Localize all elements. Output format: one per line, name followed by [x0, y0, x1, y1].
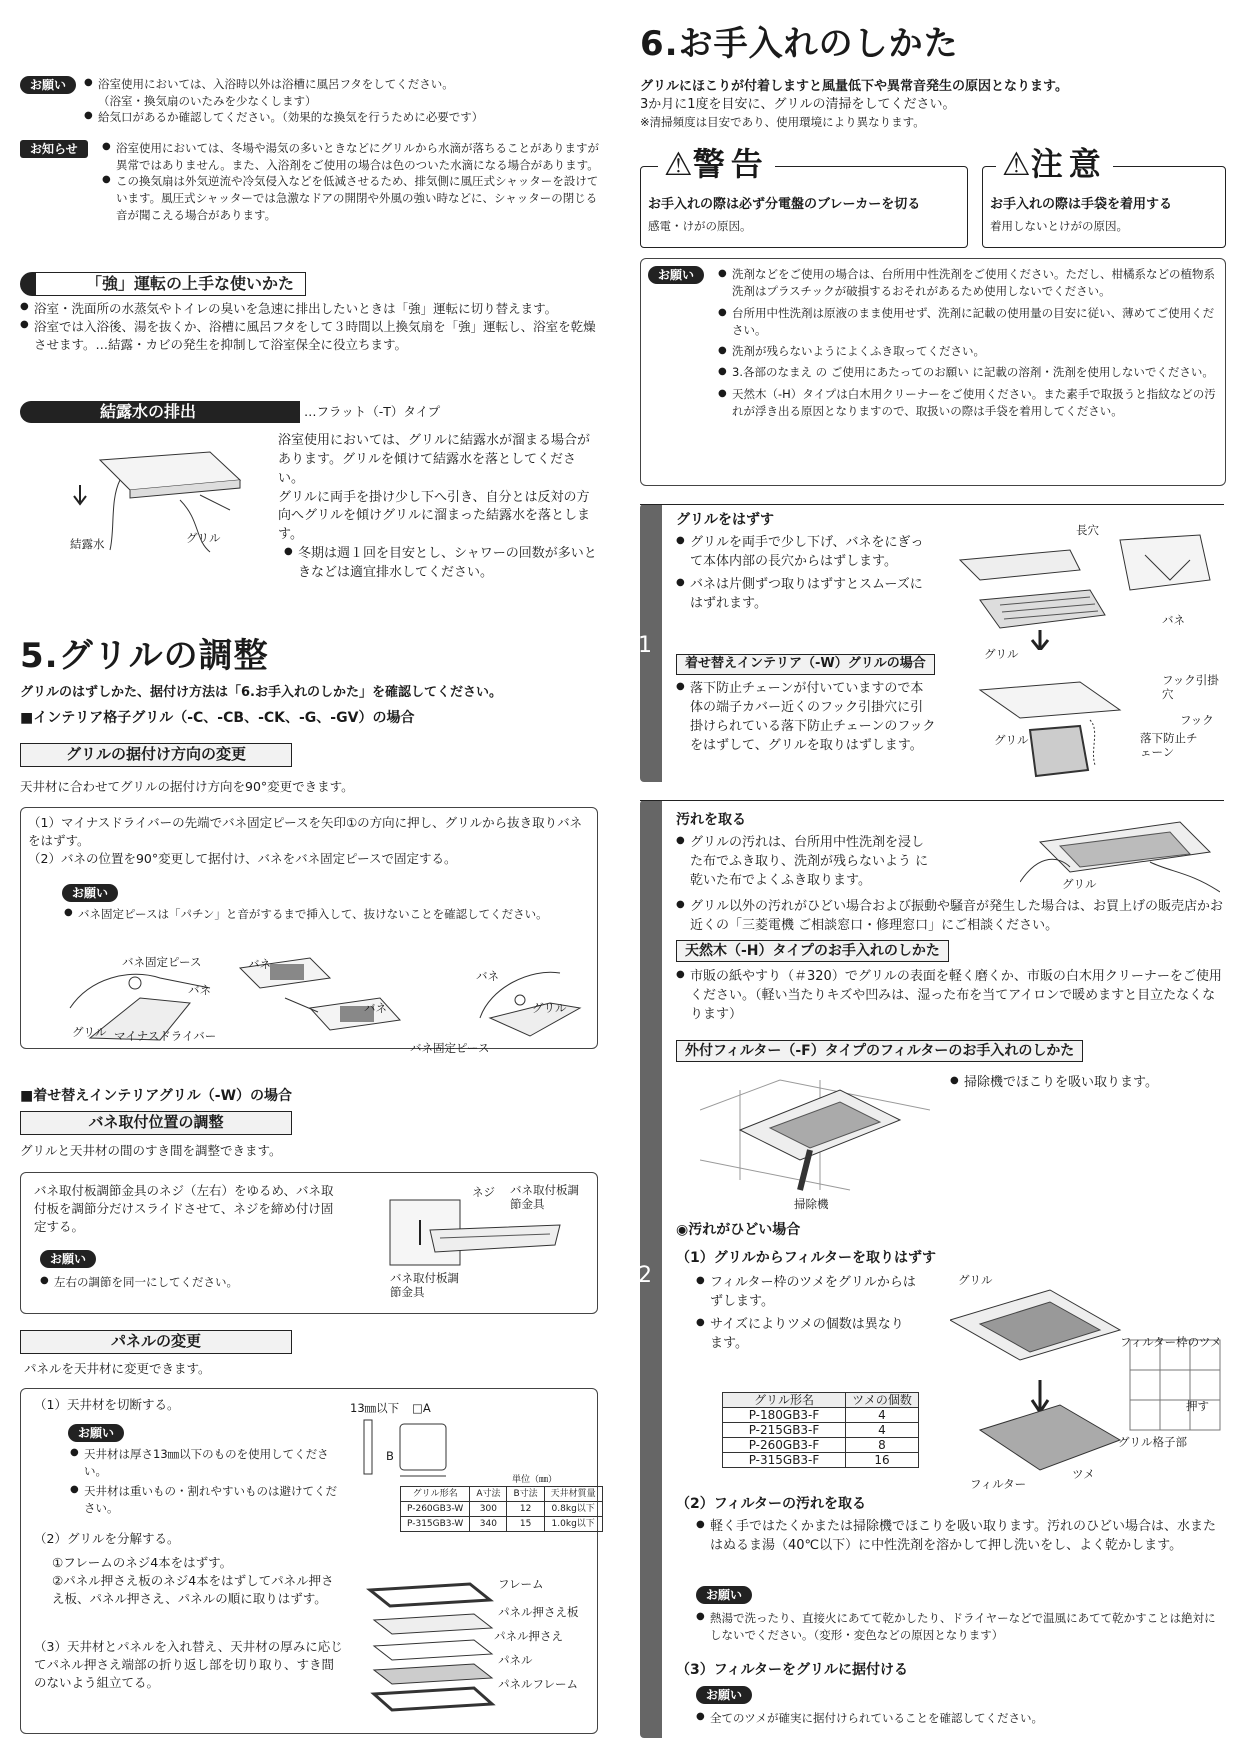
label-panel-plate: パネル押さえ板 [498, 1605, 579, 1619]
label-screw: ネジ [472, 1185, 495, 1199]
condensation-bar: 結露水の排出 [20, 401, 300, 423]
right-column [640, 0, 1225, 1754]
strong-text: ● 浴室・洗面所の水蒸気やトイレの臭いを急速に排出したいときは「強」運転に切り替えます。 ● 浴室では入浴後、湯を抜くか、浴槽に風呂フタをして３時間以上換気扇を「強」運転し、浴室を乾燥させます。…結露・カビの発生を抑制して浴室保全に役立ちます。 [20, 300, 600, 354]
panel-exploded-illustration [360, 1570, 500, 1720]
dim-a: □A [412, 1401, 431, 1415]
label-spring-3: バネ [364, 1001, 387, 1015]
panel-notice-label: お願い [68, 1424, 124, 1442]
label-claw-frame: フィルター枠のツメ [1120, 1335, 1222, 1349]
warning-heading: ⚠警告 [658, 146, 775, 182]
step2-divider [640, 800, 1224, 801]
step2-tab: 2 [640, 800, 662, 1738]
warning-triangle-icon: ⚠ [664, 145, 693, 183]
spring-text: グリルと天井材の間のすき間を調整できます。 [20, 1143, 282, 1158]
dirt-item-1: ● グリルの汚れは、台所用中性洗剤を浸した布でふき取り、洗剤が残らないよう に乾いた布でよくふき取ります。 [676, 834, 936, 891]
label-hook: フック [1180, 713, 1214, 727]
label-grill-dirt: グリル [1062, 877, 1097, 891]
interior-heading: ■インテリア格子グリル（-C、-CB、-CK、-G、-GV）の場合 [20, 710, 415, 726]
panel-text: パネルを天井材に変更できます。 [24, 1361, 211, 1376]
remove-grill-illustration [940, 520, 1220, 650]
label-vacuum: 掃除機 [794, 1197, 829, 1211]
label-chain: 落下防止チェーン [1140, 731, 1198, 759]
caution-triangle-icon: ⚠ [1002, 145, 1031, 183]
caution-heading: ⚠注意 [996, 146, 1113, 182]
dim-b: B [386, 1449, 394, 1463]
section6-lead2: 3か月に1度を目安に、グリルの清掃をしてください。 [640, 97, 956, 112]
label-grill-3: グリル [532, 1001, 567, 1015]
vacuum-illustration [700, 1070, 930, 1200]
heavy-items: ● フィルター枠のツメをグリルからはずします。 ● サイズによりツメの個数は異なります。 [696, 1274, 916, 1353]
label-water: 結露水 [70, 537, 105, 551]
spring-notice: ● 左右の調節を同一にしてください。 [40, 1274, 238, 1291]
label-grill-f: グリル [958, 1273, 993, 1287]
label-panel-frame: パネルフレーム [498, 1677, 579, 1691]
heavy-notice-label: お願い [696, 1586, 752, 1604]
spring-title: バネ取付位置の調整 [20, 1111, 292, 1135]
left-column [20, 0, 605, 1754]
section5-lead: グリルのはずしかた、据付け方法は「6.お手入れのしかた」を確認してください。 [20, 685, 502, 700]
section6-lead3: ※清掃頻度は目安であり、使用環境により異なります。 [640, 115, 925, 129]
step1-tab: 1 [640, 504, 662, 782]
label-spring-plate-2: バネ取付板調節金具 [390, 1271, 459, 1299]
label-grill: グリル [186, 531, 221, 545]
spring-notice-label: お願い [40, 1250, 96, 1268]
dim-table: グリル形名 A寸法 B寸法 天井材質量 P-260GB3-W 300 12 0.8kg以下 P-315GB3-W 340 15 1.0kg以下 [400, 1486, 603, 1532]
label-push: 押す [1186, 1399, 1209, 1413]
dress-title: 着せ替えインテリア（-W）グリルの場合 [676, 654, 935, 675]
filter-item: ● 掃除機でほこりを吸い取ります。 [950, 1074, 1158, 1093]
label-lattice: グリル格子部 [1118, 1435, 1187, 1449]
label-spring-plate: バネ取付板調節金具 [510, 1183, 579, 1211]
label-grill-2: グリル [72, 1025, 107, 1039]
wood-title: 天然木（-H）タイプのお手入れのしかた [676, 940, 949, 962]
dirt-title: 汚れを取る [676, 812, 746, 828]
info-label: お知らせ [20, 140, 88, 158]
label-spring-4: バネ [476, 969, 499, 983]
heavy-step3-label: お願い [696, 1686, 752, 1704]
label-frame: フレーム [498, 1577, 544, 1591]
wood-item: ● 市販の紙やすり（＃320）でグリルの表面を軽く磨くか、市販の白木用クリーナーをご使用ください。（軽い当たりキズや凹みは、湿った布を当てアイロンで暖めますと目立たなくなります） [676, 968, 1224, 1025]
heavy-step1: （1）グリルからフィルターを取りはずす [676, 1250, 937, 1266]
claw-table: グリル形名 ツメの個数 P-180GB3-F 4 P-215GB3-F 4 P-260GB3-F 8 P-315GB3-F 16 [722, 1392, 919, 1468]
label-panel: パネル [498, 1653, 533, 1667]
dim-unit: 単位（㎜） [512, 1475, 558, 1485]
request-items: ● 洗剤などをご使用の場合は、台所用中性洗剤をご使用ください。ただし、柑橘系などの植物系洗剤はプラスチックが破損するおそれがあるため使用しないでください。 ● 台所用中性洗剤は原液のまま使用せず、洗剤に記載の使用量の目安に従い、薄めてご使用ください。 ● 洗剤が残らないようによくふき取ってください。 ● 3.各部のなまえ の ご使用にあたってのお願い に記載の溶剤・洗剤を使用しないでください。 ● 天然木（-H）タイプは白木用クリーナーをご使用ください。また素手で取扱うと指紋などの汚れが浮き出る原因となりますので、取扱いの際は手袋を着用してください。 [718, 266, 1218, 420]
warning-text: 感電・けがの原因。 [648, 219, 752, 233]
label-claw: ツメ [1072, 1467, 1095, 1481]
heavy-step2: （2）フィルターの汚れを取る [676, 1496, 867, 1512]
label-spring-piece-2: バネ固定ピース [410, 1041, 490, 1055]
label-panel-holder: パネル押さえ [494, 1629, 563, 1643]
label-spring-2: バネ [248, 957, 271, 971]
caution-text: 着用しないとけがの原因。 [990, 219, 1128, 233]
spring-box-text: バネ取付板調節金具のネジ（左右）をゆるめ、バネ取付板を調節分だけスライドさせて、ネジを締め付け固定する。 [34, 1183, 334, 1235]
caution-bold: お手入れの際は手袋を着用する [990, 197, 1173, 212]
strong-section-bar: 「強」運転の上手な使いかた [20, 272, 306, 296]
warning-bold: お手入れの際は必ず分電盤のブレーカーを切る [648, 197, 921, 212]
dress-heading: ■着せ替えインテリアグリル（-W）の場合 [20, 1088, 293, 1104]
panel-step2: （2）グリルを分解する。 [34, 1531, 180, 1546]
dim-thickness: 13㎜以下 [350, 1401, 400, 1415]
notice-text: ● 浴室使用においては、入浴時以外は浴槽に風呂フタをしてください。 （浴室・換気扇のいたみを少なくします） ● 給気口があるか確認してください。（効果的な換気を行うために必要です） [84, 76, 604, 126]
direction-notice: ● バネ固定ピースは「パチン」と音がするまで挿入して、抜けないことを確認してください。 [64, 906, 589, 923]
dim-illustration [360, 1414, 480, 1484]
heavy-step2-item: ● 軽く手ではたくかまたは掃除機でほこりを吸い取ります。汚れのひどい場合は、水またはぬるま湯（40℃以下）に中性洗剤を溶かして押し洗いをし、よく乾かします。 [696, 1518, 1224, 1556]
label-filter: フィルター [970, 1477, 1027, 1491]
heavy-step3: （3）フィルターをグリルに据付ける [676, 1662, 909, 1678]
label-screwdriver: マイナスドライバー [114, 1029, 217, 1043]
panel-title: パネルの変更 [20, 1330, 292, 1354]
direction-notice-label: お願い [62, 884, 118, 902]
condensation-text: 浴室使用においては、グリルに結露水が溜まる場合があります。グリルを傾けて結露水を落としてください。 グリルに両手を掛け少し下へ引き、自分とは反対の方向へグリルを傾けグリルに溜まった結露水を落とします。 ● 冬期は週１回を目安とし、シャワーの回数が多いときなどは適宜排水してください。 [278, 432, 598, 583]
heavy-title: ◉汚れがひどい場合 [676, 1222, 801, 1238]
direction-title: グリルの据付け方向の変更 [20, 743, 292, 767]
request-label: お願い [648, 266, 704, 284]
label-slot: 長穴 [1076, 523, 1099, 537]
filter-title: 外付フィルター（-F）タイプのフィルターのお手入れのしかた [676, 1040, 1083, 1062]
remove-items: ● グリルを両手で少し下げ、バネをにぎって本体内部の長穴からはずします。 ● バネは片側ずつ取りはずすとスムーズにはずれます。 [676, 534, 926, 613]
panel-step3: （3）天井材とパネルを入れ替え、天井材の厚みに応じてパネル押さえ端部の折り返し部を切り取り、すき間のないよう組立てる。 [34, 1639, 343, 1691]
remove-title: グリルをはずす [676, 512, 774, 528]
dirt-illustration [1020, 812, 1220, 896]
dirt-item-2: ● グリル以外の汚れがひどい場合および振動や騒音が発生した場合は、お買上げの販売店かお近くの「三菱電機 ご相談窓口・修理窓口」にご相談ください。 [676, 898, 1224, 936]
section5-title: 5.グリルの調整 [20, 636, 269, 676]
label-grill-r: グリル [984, 647, 1019, 661]
dress-item: ● 落下防止チェーンが付いていますので本体の端子カバー近くのフック引掛穴に引掛けられている落下防止チェーンのフックをはずして、グリルを取りはずします。 [676, 680, 936, 755]
section6-title: 6.お手入れのしかた [640, 24, 959, 64]
panel-substeps: ①フレームのネジ4本をはずす。 ②パネル押さえ板のネジ4本をはずしてパネル押さえ板、パネル押さえ、パネルの順に取りはずす。 [52, 1555, 334, 1607]
label-spring-piece: バネ固定ピース [122, 955, 202, 969]
direction-steps: （1）マイナスドライバーの先端でバネ固定ピースを矢印①の方向に押し、グリルから抜き取りバネをはずす。 （2）バネの位置を90°変更して据付け、バネをバネ固定ピースで固定する。 [28, 815, 583, 867]
filter-removal-illustration [950, 1280, 1230, 1490]
heavy-notice: ● 熱湯で洗ったり、直接火にあてて乾かしたり、ドライヤーなどで温風にあてて乾かすことは絶対にしないでください。（変形・変色などの原因となります） [696, 1610, 1224, 1643]
panel-step1: （1）天井材を切断する。 [34, 1397, 180, 1412]
info-text: ● 浴室使用においては、冬場や湯気の多いときなどにグリルから水滴が落ちることがありますが異常ではありません。また、入浴剤をご使用の場合は色のついた水滴になる場合があります。 ● この換気扇は外気逆流や冷気侵入などを低減させるため、排気側に風圧式シャッターを設けています。風圧式シャッターでは急激なドアの開閉や外風の強い時などに、シャッターの閉じる音が聞こえる場合があります。 [102, 140, 602, 223]
condensation-subtitle: …フラット（-T）タイプ [304, 404, 441, 419]
notice-label: お願い [20, 76, 76, 94]
heavy-step3-item: ● 全てのツメが確実に据付けられていることを確認してください。 [696, 1710, 1224, 1727]
direction-text: 天井材に合わせてグリルの据付け方向を90°変更できます。 [20, 779, 354, 794]
label-spring: バネ [188, 983, 211, 997]
panel-notices: ● 天井材は厚さ13㎜以下のものを使用してください。 ● 天井材は重いもの・割れやすいものは避けてください。 [70, 1446, 340, 1517]
label-hook-hole: フック引掛穴 [1162, 673, 1219, 701]
section6-lead: グリルにほこりが付着しますと風量低下や異常音発生の原因となります。 [640, 79, 1068, 94]
dress-illustration [970, 670, 1150, 780]
label-spring-r: バネ [1162, 613, 1185, 627]
label-grill-d: グリル [994, 733, 1029, 747]
